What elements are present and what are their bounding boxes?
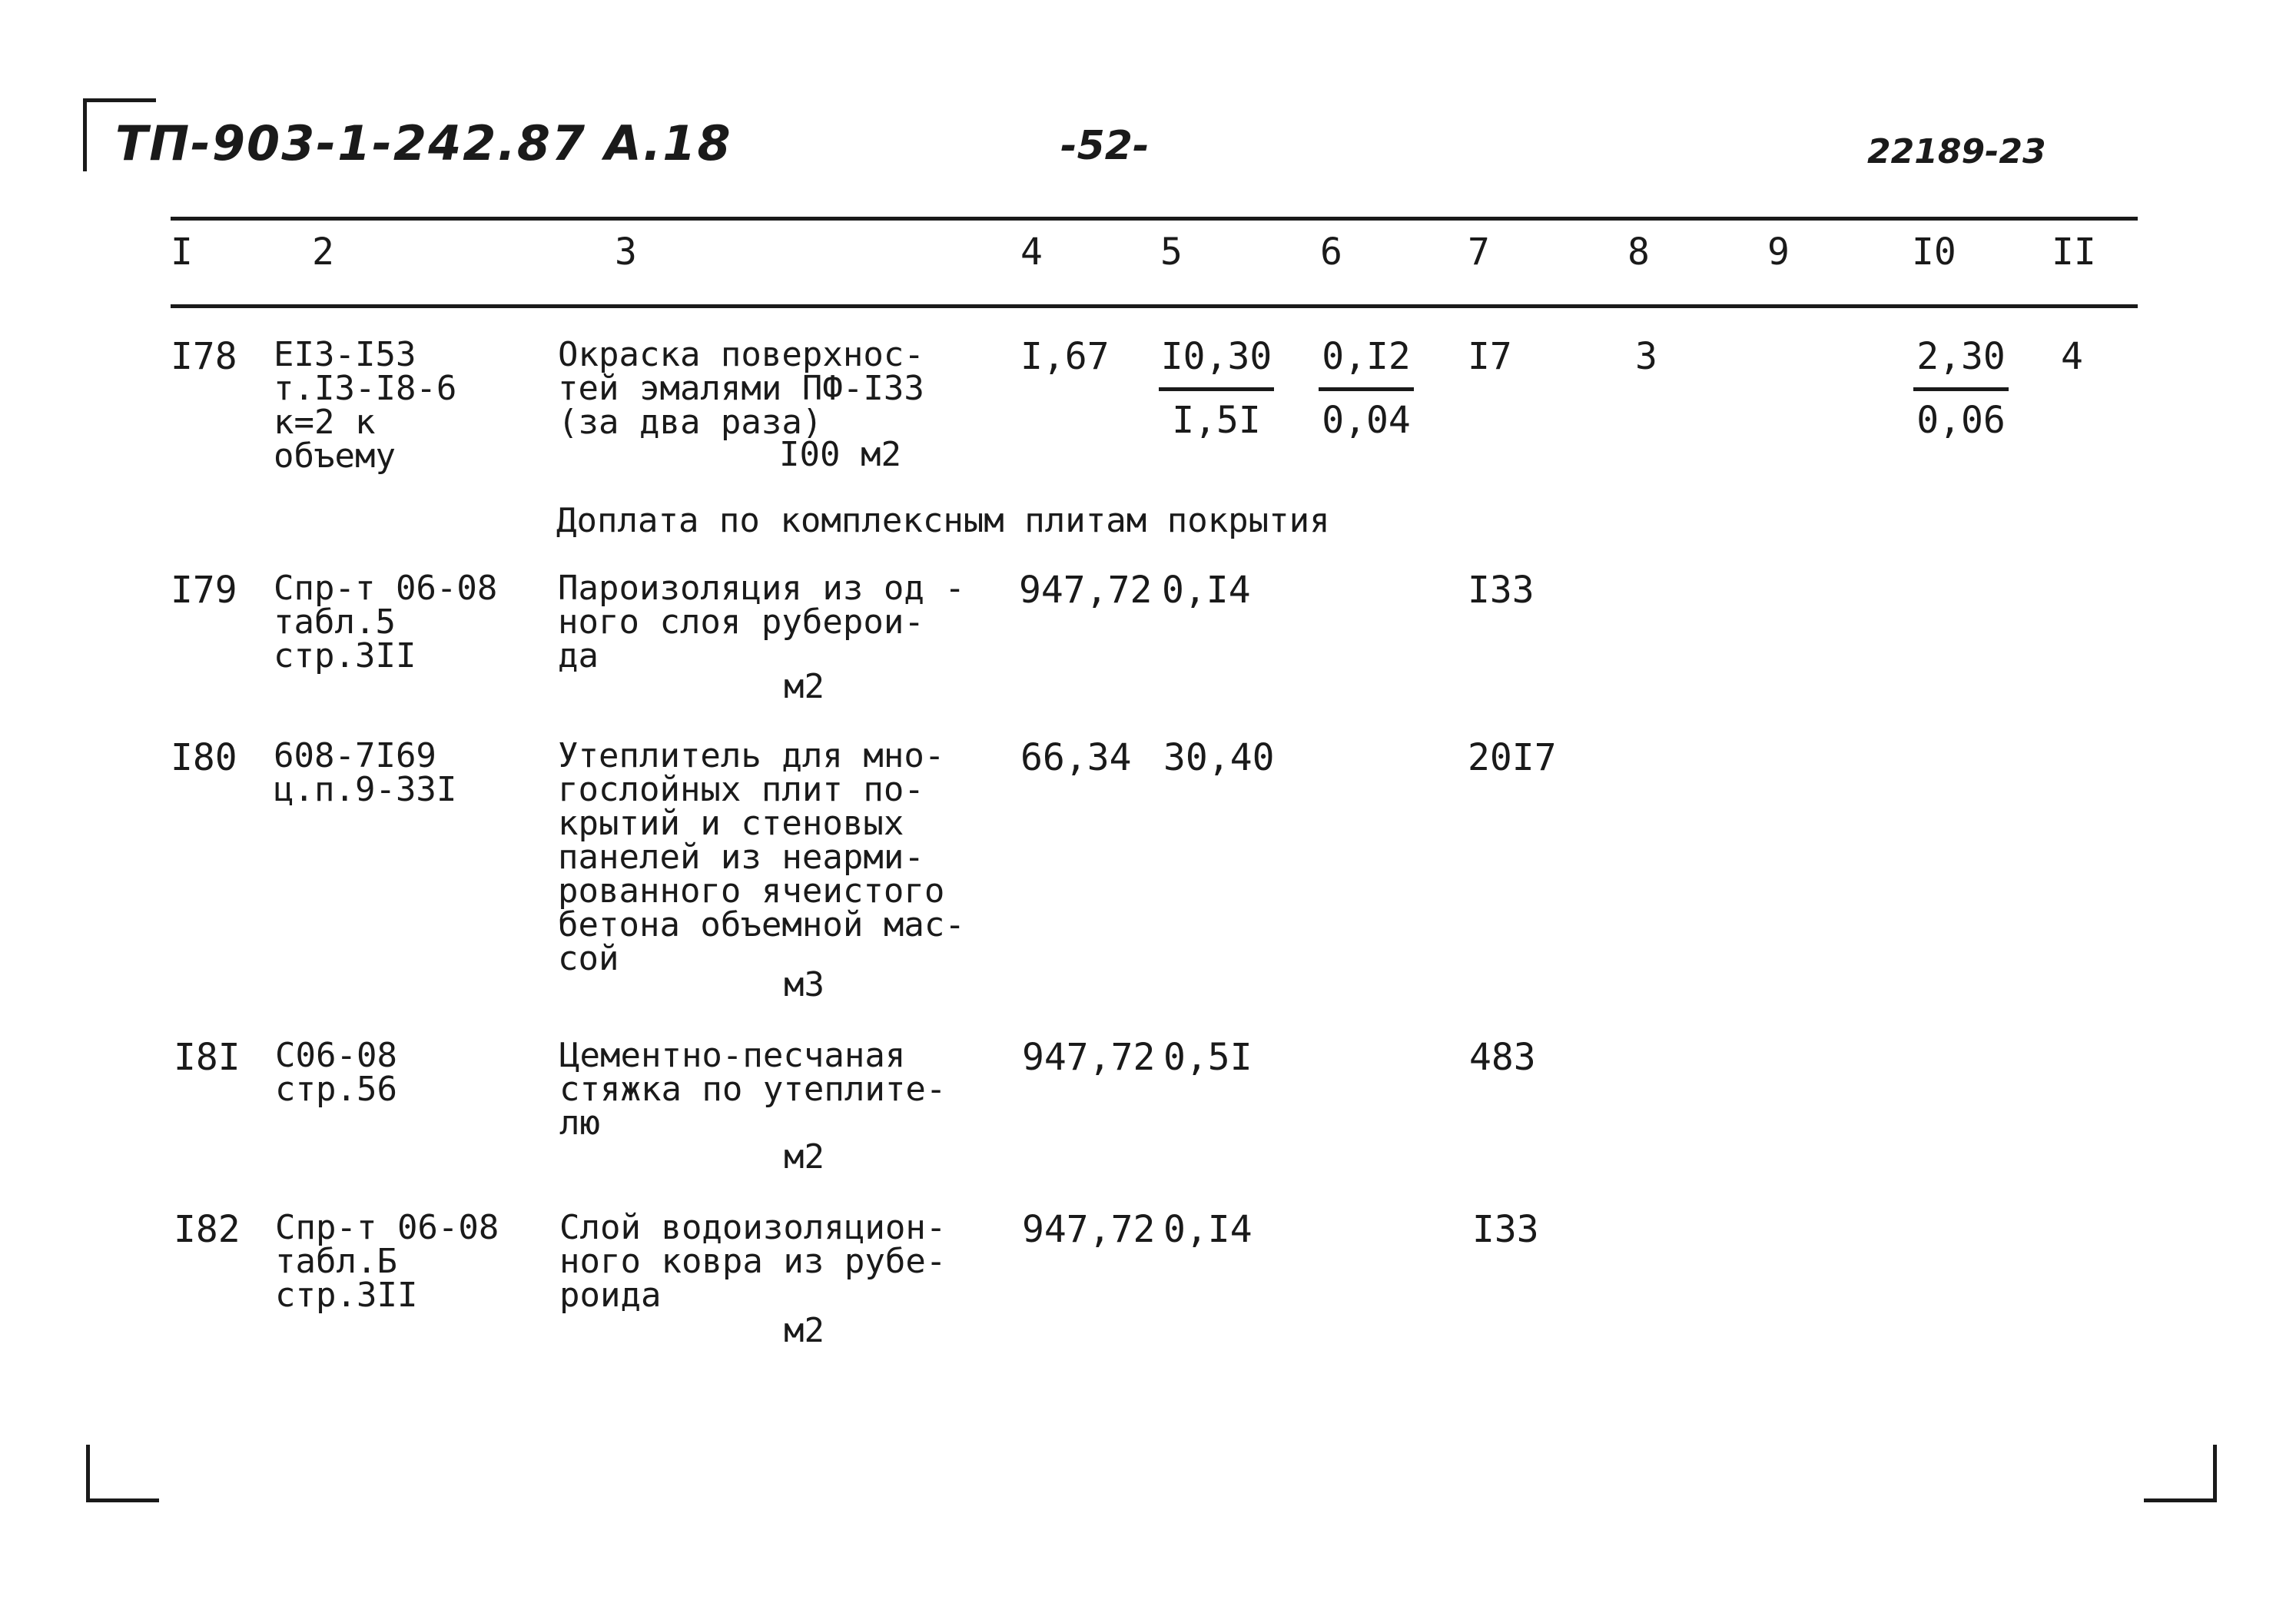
row-description: Пароизоляция из од - ного слоя руберои- да xyxy=(558,569,965,675)
row-number: I79 xyxy=(171,569,237,612)
row-col6-fraction xyxy=(1319,335,1414,442)
column-header-10: I0 xyxy=(1912,231,1956,274)
column-header-3: 3 xyxy=(615,231,637,274)
column-header-7: 7 xyxy=(1468,231,1490,274)
row-col7: 20I7 xyxy=(1468,736,1557,779)
table-header-rule xyxy=(171,304,2138,308)
row-col6-bottom: 0,04 xyxy=(1322,399,1411,442)
column-header-9: 9 xyxy=(1767,231,1790,274)
row-col4: 66,34 xyxy=(1020,736,1132,779)
row-col5: 30,40 xyxy=(1163,736,1275,779)
row-number: I78 xyxy=(171,335,237,378)
row-col6-top: 0,I2 xyxy=(1322,335,1411,378)
row-description: Цементно-песчаная стяжка по утеплите- лю xyxy=(559,1036,947,1143)
row-description: Окраска поверхнос- тей эмалями ПФ-I33 (за два раза) xyxy=(558,335,924,442)
row-col10-fraction xyxy=(1913,335,2009,442)
table-top-rule xyxy=(171,217,2138,221)
section-title: Доплата по комплексным плитам покрытия xyxy=(556,501,1330,540)
column-header-5: 5 xyxy=(1160,231,1183,274)
sheet-number: 22189-23 xyxy=(1867,132,2046,171)
row-code: Спр-т 06-08 табл.5 стр.3II xyxy=(274,569,498,675)
row-number: I8I xyxy=(174,1036,241,1079)
corner-mark-bottom-left xyxy=(86,1445,159,1502)
row-unit: м2 xyxy=(784,1311,825,1350)
row-col5-bottom: I,5I xyxy=(1172,399,1261,442)
column-header-6: 6 xyxy=(1320,231,1342,274)
page-number: -52- xyxy=(1060,123,1150,169)
row-col4: 947,72 xyxy=(1019,569,1153,612)
row-col7: I7 xyxy=(1468,335,1512,378)
row-col4: I,67 xyxy=(1020,335,1110,378)
row-col10-top: 2,30 xyxy=(1916,335,2006,378)
row-description: Слой водоизоляцион- ного ковра из рубе- роида xyxy=(559,1208,947,1315)
row-code: EI3-I53 т.I3-I8-6 к=2 к объему xyxy=(274,335,457,476)
row-number: I82 xyxy=(174,1208,241,1251)
row-col7: 483 xyxy=(1469,1036,1536,1079)
row-col11: 4 xyxy=(2061,335,2083,378)
row-col5: 0,5I xyxy=(1163,1036,1253,1079)
row-col5-top: I0,30 xyxy=(1160,335,1272,378)
row-col10-bottom: 0,06 xyxy=(1916,399,2006,442)
row-unit: м2 xyxy=(784,667,825,706)
column-header-1: I xyxy=(171,231,193,274)
fraction-bar xyxy=(1913,387,2009,391)
column-header-8: 8 xyxy=(1627,231,1650,274)
fraction-bar xyxy=(1159,387,1274,391)
row-col7: I33 xyxy=(1472,1208,1539,1251)
corner-mark-bottom-right xyxy=(2144,1445,2217,1502)
row-col8: 3 xyxy=(1635,335,1657,378)
row-code: 608-7I69 ц.п.9-33I xyxy=(274,736,457,809)
row-unit: м2 xyxy=(784,1137,825,1177)
row-description: Утеплитель для мно- гослойных плит по- крытий и стеновых панелей из неарми- рованного ячеистого бетона объемной мас- сой xyxy=(558,736,965,978)
column-header-11: II xyxy=(2052,231,2096,274)
row-col4: 947,72 xyxy=(1022,1208,1156,1251)
row-col7: I33 xyxy=(1468,569,1535,612)
document-code: ТП-903-1-242.87 А.18 xyxy=(115,115,732,171)
row-code: Спр-т 06-08 табл.Б стр.3II xyxy=(275,1208,499,1315)
row-code: С06-08 стр.56 xyxy=(275,1036,397,1109)
row-col5: 0,I4 xyxy=(1163,1208,1253,1251)
row-col4: 947,72 xyxy=(1022,1036,1156,1079)
row-number: I80 xyxy=(171,736,237,779)
row-col5: 0,I4 xyxy=(1162,569,1251,612)
column-header-4: 4 xyxy=(1020,231,1043,274)
row-col5-fraction xyxy=(1159,335,1274,442)
fraction-bar xyxy=(1319,387,1414,391)
column-header-2: 2 xyxy=(312,231,334,274)
row-unit: I00 м2 xyxy=(779,435,901,474)
row-unit: м3 xyxy=(784,965,825,1004)
